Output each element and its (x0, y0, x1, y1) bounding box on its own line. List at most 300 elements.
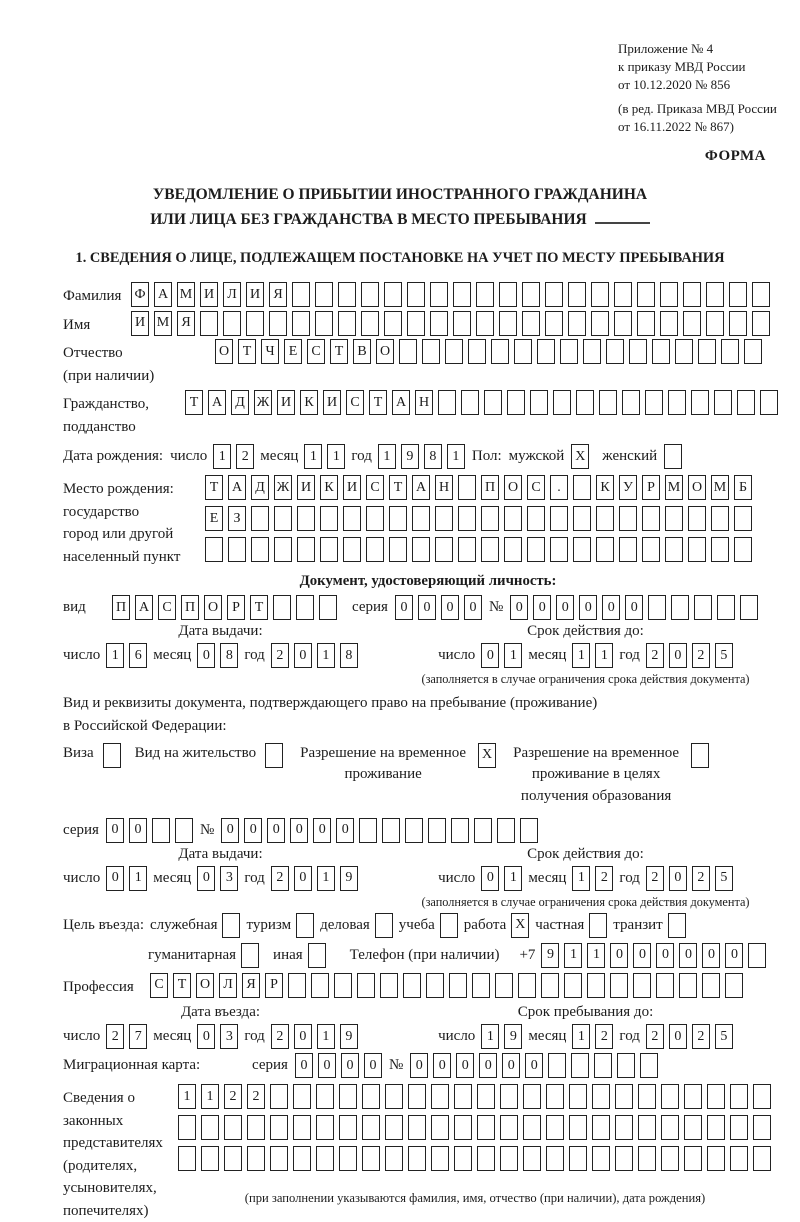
birth-day-input[interactable] (213, 444, 254, 469)
char-cell[interactable]: О (504, 475, 522, 500)
identity-issue-month[interactable] (197, 643, 238, 668)
char-cell[interactable]: Т (185, 390, 203, 415)
representatives-line2[interactable] (178, 1115, 771, 1140)
char-cell[interactable] (661, 1084, 679, 1109)
char-cell[interactable]: 1 (178, 1084, 196, 1109)
char-cell[interactable]: Т (205, 475, 223, 500)
char-cell[interactable] (296, 595, 314, 620)
char-cell[interactable]: К (596, 475, 614, 500)
char-cell[interactable]: Т (330, 339, 348, 364)
char-cell[interactable]: 0 (336, 818, 354, 843)
char-cell[interactable]: Л (223, 282, 241, 307)
char-cell[interactable] (477, 1084, 495, 1109)
char-cell[interactable] (407, 282, 425, 307)
char-cell[interactable] (308, 943, 326, 968)
char-cell[interactable] (615, 1084, 633, 1109)
char-cell[interactable]: О (688, 475, 706, 500)
char-cell[interactable] (430, 282, 448, 307)
char-cell[interactable] (599, 390, 617, 415)
char-cell[interactable] (385, 1146, 403, 1171)
birth-place-line1[interactable] (205, 475, 752, 500)
char-cell[interactable] (292, 282, 310, 307)
char-cell[interactable]: 2 (236, 444, 254, 469)
char-cell[interactable] (152, 818, 170, 843)
char-cell[interactable] (520, 818, 538, 843)
char-cell[interactable] (752, 311, 770, 336)
char-cell[interactable] (589, 913, 607, 938)
char-cell[interactable] (399, 339, 417, 364)
char-cell[interactable] (403, 973, 421, 998)
char-cell[interactable]: 0 (221, 818, 239, 843)
char-cell[interactable] (583, 339, 601, 364)
char-cell[interactable] (334, 973, 352, 998)
char-cell[interactable] (499, 282, 517, 307)
char-cell[interactable] (684, 1115, 702, 1140)
char-cell[interactable] (222, 913, 240, 938)
char-cell[interactable]: 0 (295, 1053, 313, 1078)
char-cell[interactable]: 0 (364, 1053, 382, 1078)
char-cell[interactable] (617, 1053, 635, 1078)
char-cell[interactable] (293, 1084, 311, 1109)
char-cell[interactable]: Н (415, 390, 433, 415)
char-cell[interactable] (527, 506, 545, 531)
char-cell[interactable]: 0 (633, 943, 651, 968)
char-cell[interactable] (691, 390, 709, 415)
char-cell[interactable] (545, 311, 563, 336)
char-cell[interactable]: И (277, 390, 295, 415)
char-cell[interactable] (518, 973, 536, 998)
char-cell[interactable] (548, 1053, 566, 1078)
char-cell[interactable] (664, 444, 682, 469)
char-cell[interactable] (251, 506, 269, 531)
char-cell[interactable]: 0 (464, 595, 482, 620)
char-cell[interactable] (587, 973, 605, 998)
char-cell[interactable] (507, 390, 525, 415)
char-cell[interactable] (315, 311, 333, 336)
char-cell[interactable] (752, 282, 770, 307)
char-cell[interactable]: Я (269, 282, 287, 307)
purpose-private-checkbox[interactable] (589, 913, 607, 938)
char-cell[interactable]: 9 (504, 1024, 522, 1049)
char-cell[interactable] (760, 390, 778, 415)
char-cell[interactable]: 1 (378, 444, 396, 469)
char-cell[interactable]: И (343, 475, 361, 500)
char-cell[interactable] (288, 973, 306, 998)
patronymic-input[interactable] (215, 339, 762, 364)
char-cell[interactable]: 0 (579, 595, 597, 620)
char-cell[interactable] (384, 311, 402, 336)
char-cell[interactable]: 6 (129, 643, 147, 668)
char-cell[interactable] (748, 943, 766, 968)
char-cell[interactable]: 0 (418, 595, 436, 620)
char-cell[interactable]: Т (250, 595, 268, 620)
char-cell[interactable] (553, 390, 571, 415)
char-cell[interactable]: 2 (224, 1084, 242, 1109)
char-cell[interactable]: 1 (447, 444, 465, 469)
char-cell[interactable]: 2 (106, 1024, 124, 1049)
char-cell[interactable]: 2 (692, 1024, 710, 1049)
citizenship-input[interactable] (185, 390, 778, 415)
char-cell[interactable] (596, 506, 614, 531)
char-cell[interactable] (241, 943, 259, 968)
char-cell[interactable] (357, 973, 375, 998)
residence-issue-month[interactable] (197, 866, 238, 891)
visa-checkbox[interactable] (103, 743, 121, 768)
char-cell[interactable]: И (246, 282, 264, 307)
char-cell[interactable] (431, 1115, 449, 1140)
char-cell[interactable]: 0 (610, 943, 628, 968)
char-cell[interactable]: 0 (197, 643, 215, 668)
char-cell[interactable]: 0 (656, 943, 674, 968)
char-cell[interactable] (435, 506, 453, 531)
char-cell[interactable]: И (297, 475, 315, 500)
char-cell[interactable] (637, 311, 655, 336)
char-cell[interactable] (668, 913, 686, 938)
char-cell[interactable] (721, 339, 739, 364)
char-cell[interactable] (384, 282, 402, 307)
char-cell[interactable]: 8 (340, 643, 358, 668)
char-cell[interactable]: 0 (341, 1053, 359, 1078)
char-cell[interactable]: Т (369, 390, 387, 415)
char-cell[interactable] (648, 595, 666, 620)
char-cell[interactable]: 2 (692, 866, 710, 891)
residence-expiry-day[interactable] (481, 866, 522, 891)
char-cell[interactable] (339, 1115, 357, 1140)
char-cell[interactable]: 8 (424, 444, 442, 469)
char-cell[interactable] (665, 506, 683, 531)
char-cell[interactable] (316, 1115, 334, 1140)
char-cell[interactable] (343, 537, 361, 562)
temp-residence-education-checkbox[interactable] (691, 743, 709, 768)
char-cell[interactable] (316, 1146, 334, 1171)
char-cell[interactable]: 5 (715, 866, 733, 891)
char-cell[interactable] (472, 973, 490, 998)
char-cell[interactable] (514, 339, 532, 364)
char-cell[interactable] (679, 973, 697, 998)
char-cell[interactable] (445, 339, 463, 364)
char-cell[interactable]: 3 (220, 1024, 238, 1049)
char-cell[interactable]: 9 (340, 1024, 358, 1049)
char-cell[interactable]: Д (231, 390, 249, 415)
char-cell[interactable] (481, 537, 499, 562)
char-cell[interactable]: 1 (317, 866, 335, 891)
char-cell[interactable] (546, 1146, 564, 1171)
char-cell[interactable] (461, 390, 479, 415)
char-cell[interactable]: С (366, 475, 384, 500)
purpose-humanitarian-checkbox[interactable] (241, 943, 259, 968)
residence-number-input[interactable] (221, 818, 538, 843)
char-cell[interactable] (319, 595, 337, 620)
char-cell[interactable]: Е (205, 506, 223, 531)
char-cell[interactable] (645, 390, 663, 415)
purpose-business-checkbox[interactable] (375, 913, 393, 938)
birth-month-input[interactable] (304, 444, 345, 469)
representatives-line1[interactable] (178, 1084, 771, 1109)
char-cell[interactable]: 0 (481, 866, 499, 891)
char-cell[interactable] (753, 1146, 771, 1171)
char-cell[interactable] (683, 282, 701, 307)
purpose-tourism-checkbox[interactable] (296, 913, 314, 938)
residence-issue-year[interactable] (271, 866, 358, 891)
char-cell[interactable] (431, 1146, 449, 1171)
char-cell[interactable]: З (228, 506, 246, 531)
char-cell[interactable] (729, 311, 747, 336)
char-cell[interactable] (711, 506, 729, 531)
char-cell[interactable]: 0 (556, 595, 574, 620)
char-cell[interactable] (702, 973, 720, 998)
char-cell[interactable] (408, 1084, 426, 1109)
identity-expiry-day[interactable] (481, 643, 522, 668)
char-cell[interactable] (389, 506, 407, 531)
birth-year-input[interactable] (378, 444, 465, 469)
char-cell[interactable]: Р (265, 973, 283, 998)
char-cell[interactable]: 0 (294, 866, 312, 891)
char-cell[interactable]: 1 (572, 866, 590, 891)
char-cell[interactable]: 9 (340, 866, 358, 891)
char-cell[interactable]: А (228, 475, 246, 500)
char-cell[interactable]: С (158, 595, 176, 620)
char-cell[interactable] (730, 1115, 748, 1140)
char-cell[interactable]: П (481, 475, 499, 500)
char-cell[interactable] (311, 973, 329, 998)
char-cell[interactable] (576, 390, 594, 415)
sex-male-checkbox[interactable] (571, 444, 589, 469)
char-cell[interactable] (592, 1084, 610, 1109)
char-cell[interactable]: 0 (702, 943, 720, 968)
char-cell[interactable]: 0 (410, 1053, 428, 1078)
identity-series-input[interactable] (395, 595, 482, 620)
char-cell[interactable] (320, 537, 338, 562)
char-cell[interactable]: 1 (327, 444, 345, 469)
char-cell[interactable] (454, 1115, 472, 1140)
char-cell[interactable] (530, 390, 548, 415)
char-cell[interactable]: 1 (572, 1024, 590, 1049)
char-cell[interactable] (684, 1146, 702, 1171)
char-cell[interactable] (362, 1115, 380, 1140)
char-cell[interactable] (592, 1115, 610, 1140)
char-cell[interactable]: Ж (254, 390, 272, 415)
char-cell[interactable]: 1 (304, 444, 322, 469)
char-cell[interactable] (550, 506, 568, 531)
char-cell[interactable] (571, 1053, 589, 1078)
char-cell[interactable]: 5 (715, 643, 733, 668)
char-cell[interactable] (431, 1084, 449, 1109)
char-cell[interactable] (389, 537, 407, 562)
char-cell[interactable]: 9 (541, 943, 559, 968)
char-cell[interactable] (642, 506, 660, 531)
char-cell[interactable] (753, 1084, 771, 1109)
char-cell[interactable] (205, 537, 223, 562)
char-cell[interactable] (361, 282, 379, 307)
char-cell[interactable]: Т (173, 973, 191, 998)
char-cell[interactable]: 0 (197, 866, 215, 891)
char-cell[interactable] (292, 311, 310, 336)
char-cell[interactable]: 0 (533, 595, 551, 620)
char-cell[interactable]: М (177, 282, 195, 307)
char-cell[interactable]: С (150, 973, 168, 998)
char-cell[interactable] (633, 973, 651, 998)
char-cell[interactable] (362, 1146, 380, 1171)
identity-expiry-month[interactable] (572, 643, 613, 668)
char-cell[interactable]: О (196, 973, 214, 998)
char-cell[interactable]: П (112, 595, 130, 620)
char-cell[interactable] (484, 390, 502, 415)
char-cell[interactable] (435, 537, 453, 562)
residence-permit-checkbox[interactable] (265, 743, 283, 768)
char-cell[interactable] (550, 537, 568, 562)
char-cell[interactable] (614, 311, 632, 336)
char-cell[interactable] (734, 506, 752, 531)
char-cell[interactable]: 1 (504, 643, 522, 668)
char-cell[interactable] (476, 311, 494, 336)
identity-number-input[interactable] (510, 595, 758, 620)
identity-issue-day[interactable] (106, 643, 147, 668)
residence-expiry-year[interactable] (646, 866, 733, 891)
char-cell[interactable] (522, 282, 540, 307)
char-cell[interactable]: 0 (395, 595, 413, 620)
char-cell[interactable]: М (154, 311, 172, 336)
identity-expiry-year[interactable] (646, 643, 733, 668)
char-cell[interactable]: 0 (313, 818, 331, 843)
char-cell[interactable]: 1 (564, 943, 582, 968)
char-cell[interactable] (729, 282, 747, 307)
char-cell[interactable] (711, 537, 729, 562)
char-cell[interactable]: 0 (441, 595, 459, 620)
residence-expiry-month[interactable] (572, 866, 613, 891)
char-cell[interactable]: 1 (317, 1024, 335, 1049)
entry-day[interactable] (106, 1024, 147, 1049)
char-cell[interactable] (568, 311, 586, 336)
char-cell[interactable] (564, 973, 582, 998)
stay-day[interactable] (481, 1024, 522, 1049)
char-cell[interactable] (380, 973, 398, 998)
char-cell[interactable] (407, 311, 425, 336)
char-cell[interactable]: Е (284, 339, 302, 364)
char-cell[interactable]: 2 (692, 643, 710, 668)
char-cell[interactable]: 0 (290, 818, 308, 843)
char-cell[interactable] (178, 1115, 196, 1140)
char-cell[interactable] (453, 311, 471, 336)
char-cell[interactable]: 1 (572, 643, 590, 668)
char-cell[interactable] (656, 973, 674, 998)
char-cell[interactable]: 0 (479, 1053, 497, 1078)
char-cell[interactable] (451, 818, 469, 843)
char-cell[interactable] (523, 1146, 541, 1171)
char-cell[interactable] (610, 973, 628, 998)
char-cell[interactable] (247, 1146, 265, 1171)
char-cell[interactable] (665, 537, 683, 562)
char-cell[interactable]: О (204, 595, 222, 620)
char-cell[interactable]: 1 (201, 1084, 219, 1109)
char-cell[interactable] (714, 390, 732, 415)
char-cell[interactable] (706, 282, 724, 307)
char-cell[interactable]: . (550, 475, 568, 500)
char-cell[interactable] (293, 1115, 311, 1140)
char-cell[interactable] (422, 339, 440, 364)
char-cell[interactable]: 9 (401, 444, 419, 469)
char-cell[interactable]: П (181, 595, 199, 620)
char-cell[interactable] (642, 537, 660, 562)
char-cell[interactable] (440, 913, 458, 938)
stay-year[interactable] (646, 1024, 733, 1049)
char-cell[interactable]: 0 (129, 818, 147, 843)
char-cell[interactable]: 2 (595, 1024, 613, 1049)
char-cell[interactable]: 2 (271, 643, 289, 668)
char-cell[interactable] (297, 537, 315, 562)
char-cell[interactable] (675, 339, 693, 364)
char-cell[interactable] (316, 1084, 334, 1109)
char-cell[interactable] (343, 506, 361, 531)
migration-series-input[interactable] (295, 1053, 382, 1078)
char-cell[interactable]: С (527, 475, 545, 500)
char-cell[interactable] (430, 311, 448, 336)
representatives-line3[interactable] (178, 1146, 771, 1171)
char-cell[interactable]: 2 (271, 866, 289, 891)
char-cell[interactable] (270, 1146, 288, 1171)
birth-place-line2[interactable] (205, 506, 752, 531)
char-cell[interactable] (297, 506, 315, 531)
char-cell[interactable] (504, 537, 522, 562)
char-cell[interactable]: Я (177, 311, 195, 336)
char-cell[interactable] (449, 973, 467, 998)
char-cell[interactable]: У (619, 475, 637, 500)
char-cell[interactable] (684, 1084, 702, 1109)
char-cell[interactable]: А (135, 595, 153, 620)
char-cell[interactable]: 1 (587, 943, 605, 968)
char-cell[interactable] (495, 973, 513, 998)
char-cell[interactable]: А (208, 390, 226, 415)
char-cell[interactable]: 8 (220, 643, 238, 668)
char-cell[interactable] (385, 1084, 403, 1109)
char-cell[interactable]: 0 (679, 943, 697, 968)
char-cell[interactable] (730, 1146, 748, 1171)
char-cell[interactable] (614, 282, 632, 307)
char-cell[interactable] (744, 339, 762, 364)
char-cell[interactable] (740, 595, 758, 620)
char-cell[interactable] (591, 311, 609, 336)
char-cell[interactable]: И (323, 390, 341, 415)
char-cell[interactable] (717, 595, 735, 620)
char-cell[interactable] (753, 1115, 771, 1140)
char-cell[interactable] (660, 311, 678, 336)
char-cell[interactable]: 0 (669, 643, 687, 668)
profession-input[interactable] (150, 973, 743, 998)
char-cell[interactable] (546, 1084, 564, 1109)
char-cell[interactable] (438, 390, 456, 415)
char-cell[interactable]: Т (238, 339, 256, 364)
char-cell[interactable]: И (200, 282, 218, 307)
char-cell[interactable] (453, 282, 471, 307)
char-cell[interactable]: 0 (625, 595, 643, 620)
char-cell[interactable] (474, 818, 492, 843)
char-cell[interactable] (615, 1115, 633, 1140)
char-cell[interactable]: А (154, 282, 172, 307)
char-cell[interactable]: 0 (481, 643, 499, 668)
identity-issue-year[interactable] (271, 643, 358, 668)
char-cell[interactable] (458, 537, 476, 562)
char-cell[interactable]: Р (642, 475, 660, 500)
entry-month[interactable] (197, 1024, 238, 1049)
char-cell[interactable] (569, 1084, 587, 1109)
char-cell[interactable] (545, 282, 563, 307)
char-cell[interactable]: 2 (646, 1024, 664, 1049)
char-cell[interactable]: 0 (602, 595, 620, 620)
char-cell[interactable]: А (412, 475, 430, 500)
char-cell[interactable] (671, 595, 689, 620)
char-cell[interactable] (694, 595, 712, 620)
char-cell[interactable]: К (300, 390, 318, 415)
char-cell[interactable] (592, 1146, 610, 1171)
